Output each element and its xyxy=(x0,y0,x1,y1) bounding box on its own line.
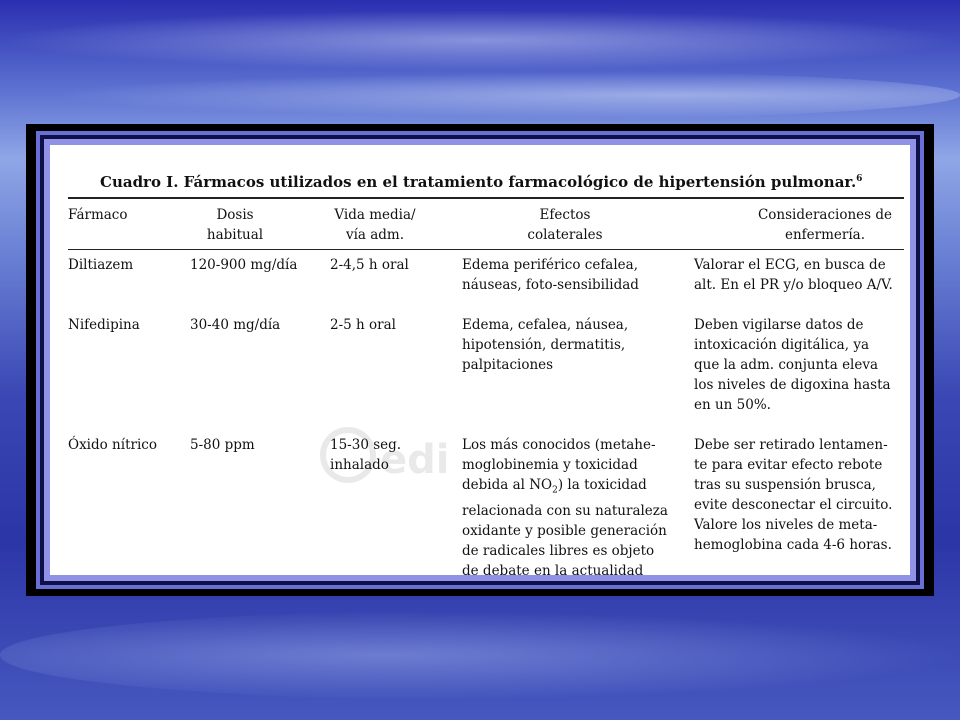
table-row-3-dosis: 5-80 ppm xyxy=(190,437,255,453)
table-row-3-farmaco: Óxido nítrico xyxy=(68,437,157,453)
table-row-2-farmaco: Nifedipina xyxy=(68,317,140,333)
header-efectos: Efectos colaterales xyxy=(527,207,603,243)
frame-border xyxy=(44,139,916,581)
subscript: 2 xyxy=(552,485,558,496)
table-row-2-efectos: Edema, cefalea, náusea, hipotensión, dermatitis, palpitaciones xyxy=(462,317,629,373)
table-row-3-consideraciones: Debe ser retirado lentamen- te para evitar efecto rebote tras su suspensión brusca, evite desconectar el circuito. Valore los niveles de meta- hemoglobina cada 4-6 horas. xyxy=(694,437,893,553)
table-row-1-efectos: Edema periférico cefalea, náuseas, foto-sensibilidad xyxy=(462,257,639,293)
sky-cloud xyxy=(0,10,960,70)
header-rule-bottom xyxy=(68,249,904,250)
table-row-2-dosis: 30-40 mg/día xyxy=(190,317,281,333)
table-title: Cuadro I. Fármacos utilizados en el tratamiento farmacológico de hipertensión pulmonar.$^6$ xyxy=(100,173,863,191)
table-row-2-consideraciones: Deben vigilarse datos de intoxicación digitálica, ya que la adm. conjunta eleva los niveles de digoxina hasta en un 50%. xyxy=(694,317,891,413)
header-rule-top xyxy=(68,197,904,199)
table-row-3-efectos: Los más conocidos (metahe- moglobinemia y toxicidad debida al $NO_2$) la toxicidad relacionada con su naturaleza oxidante y posible generación de radicales libres es objeto de debate en la actualidad xyxy=(462,437,668,575)
frame-border xyxy=(36,131,924,589)
watermark-text: edi xyxy=(380,437,450,483)
header-farmaco: Fármaco xyxy=(68,207,128,223)
header-consideraciones: Consideraciones de enfermería. xyxy=(757,207,893,243)
table-row-2-vida: 2-5 h oral xyxy=(330,317,396,333)
frame-border xyxy=(40,135,920,585)
table-row-1-vida: 2-4,5 h oral xyxy=(330,257,409,273)
header-vida-media: Vida media/ vía adm. xyxy=(334,207,416,243)
header-dosis: Dosis habitual xyxy=(206,207,264,243)
slide-frame xyxy=(26,124,934,596)
table-figure xyxy=(50,145,910,575)
table-row-1-consideraciones: Valorar el ECG, en busca de alt. En el PR y/o bloqueo A/V. xyxy=(694,257,893,293)
water-highlight xyxy=(0,610,960,700)
table-row-1-dosis: 120-900 mg/día xyxy=(190,257,298,273)
table-row-1-farmaco: Diltiazem xyxy=(68,257,134,273)
table-row-3-vida: 15-30 seg. inhalado xyxy=(330,437,402,473)
sky-cloud xyxy=(0,70,960,120)
title-reference: 6 xyxy=(856,174,863,184)
